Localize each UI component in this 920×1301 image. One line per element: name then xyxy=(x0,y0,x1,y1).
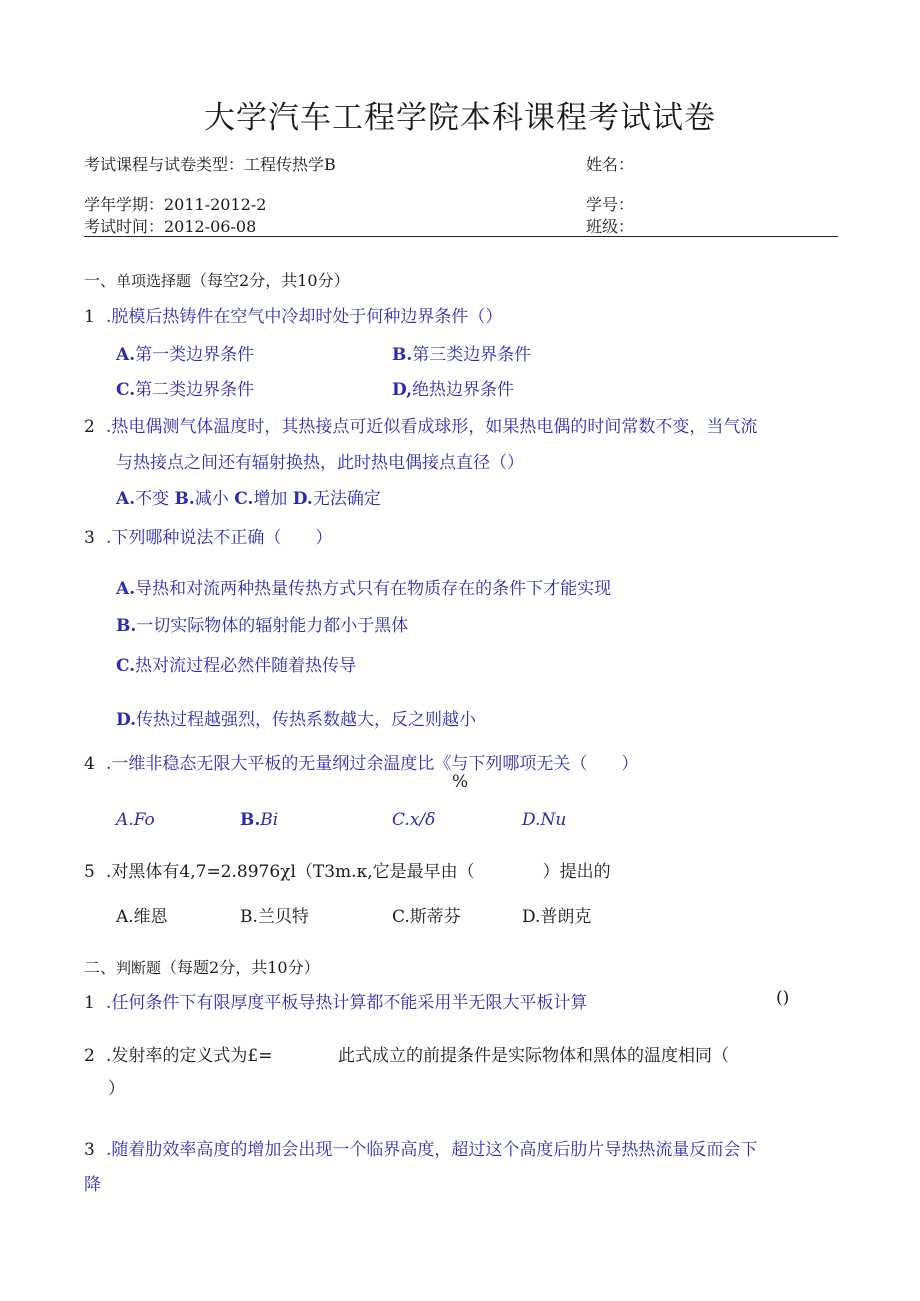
term: 学年学期：2011-2012-2 xyxy=(84,195,267,214)
s1-question-4 xyxy=(84,749,638,774)
name-label: 姓名： xyxy=(586,155,635,174)
section2-heading xyxy=(84,955,320,978)
question-number: 2 xyxy=(84,417,95,437)
question-text: .对黑体有4,7=2.8976χl（T3m.κ,它是最早由（ ）提出的 xyxy=(106,862,611,882)
question-text-line1: .随着肋效率高度的增加会出现一个临界高度，超过这个高度后肋片导热热流量反而会下 xyxy=(106,1140,758,1160)
s1q2-options: A.不变 B.减小 C.增加 D.无法确定 xyxy=(116,489,381,509)
s1q4-option-a: A.Fo xyxy=(116,810,155,830)
question-number: 1 xyxy=(84,307,95,327)
s1-question-2 xyxy=(84,412,757,437)
s1q1-option-c: C.第二类边界条件 xyxy=(116,380,255,400)
question-text: .任何条件下有限厚度平板导热计算都不能采用半无限大平板计算 xyxy=(106,993,588,1013)
question-number: 4 xyxy=(84,754,95,774)
class-label: 班级： xyxy=(586,217,635,236)
s2-question-1 xyxy=(84,988,587,1013)
s2q1-answer-paren: () xyxy=(776,988,790,1008)
section2-title: 判断题 xyxy=(116,959,162,977)
question-number: 5 xyxy=(84,862,95,882)
question-text-a: .发射率的定义式为£= xyxy=(106,1046,273,1066)
s2q3-text-line2: 降 xyxy=(84,1175,101,1195)
s1q4-option-d: D.Nu xyxy=(522,810,567,830)
question-number: 2 xyxy=(84,1046,95,1066)
s1q3-option-b: B.一切实际物体的辐射能力都小于黑体 xyxy=(116,616,409,636)
student-id-label: 学号： xyxy=(586,195,635,214)
question-text: .一维非稳态无限大平板的无量纲过余温度比《与下列哪项无关（ ） xyxy=(106,754,639,774)
s1q1-option-a: A.第一类边界条件 xyxy=(116,345,255,365)
section1-prefix: 一、 xyxy=(84,271,117,290)
question-number: 1 xyxy=(84,993,95,1013)
s1q5-option-d: D.普朗克 xyxy=(522,907,592,927)
s2q2-text-b: 此式成立的前提条件是实际物体和黑体的温度相同（ xyxy=(338,1046,729,1066)
section2-points: （每题2分，共10分） xyxy=(161,958,320,977)
question-number: 3 xyxy=(84,528,95,548)
exam-time: 考试时间：2012-06-08 xyxy=(84,217,257,236)
section1-title: 单项选择题 xyxy=(116,272,192,290)
s1q3-option-c: C.热对流过程必然伴随着热传导 xyxy=(116,656,357,676)
s1q4-subscript: % xyxy=(452,772,469,792)
s2-question-2 xyxy=(84,1041,272,1066)
section1-heading xyxy=(84,268,350,291)
s1q3-option-d: D.传热过程越强烈，传热系数越大，反之则越小 xyxy=(116,710,477,730)
s1q1-option-d: D,绝热边界条件 xyxy=(392,380,515,400)
page-title: 大学汽车工程学院本科课程考试试卷 xyxy=(204,100,716,136)
s1-question-5 xyxy=(84,857,611,882)
s1q3-option-a: A.导热和对流两种热量传热方式只有在物质存在的条件下才能实现 xyxy=(116,579,612,599)
question-number: 3 xyxy=(84,1140,95,1160)
question-text: .下列哪种说法不正确（ ） xyxy=(106,528,333,548)
s1q4-option-b: B.Bi xyxy=(240,810,279,830)
section2-prefix: 二、 xyxy=(84,958,117,977)
s1q5-option-c: C.斯蒂芬 xyxy=(392,907,461,927)
course-type: 考试课程与试卷类型：工程传热学B xyxy=(84,155,336,174)
section1-points: （每空2分，共10分） xyxy=(191,271,350,290)
header-divider xyxy=(84,236,838,237)
s2q2-text-c: ） xyxy=(108,1079,125,1099)
s1q5-option-a: A.维恩 xyxy=(116,907,168,927)
question-text-line1: .热电偶测气体温度时，其热接点可近似看成球形，如果热电偶的时间常数不变，当气流 xyxy=(106,417,758,437)
question-text: .脱模后热铸件在空气中冷却时处于何种边界条件（） xyxy=(106,307,503,327)
s1-question-1 xyxy=(84,302,502,327)
s1-question-3 xyxy=(84,523,332,548)
s1q4-option-c: C.x/δ xyxy=(392,810,436,830)
s1q5-option-b: B.兰贝特 xyxy=(240,907,309,927)
s1q2-text-line2: 与热接点之间还有辐射换热，此时热电偶接点直径（） xyxy=(116,453,524,473)
s1q1-option-b: B.第三类边界条件 xyxy=(392,345,532,365)
s2-question-3 xyxy=(84,1135,757,1160)
